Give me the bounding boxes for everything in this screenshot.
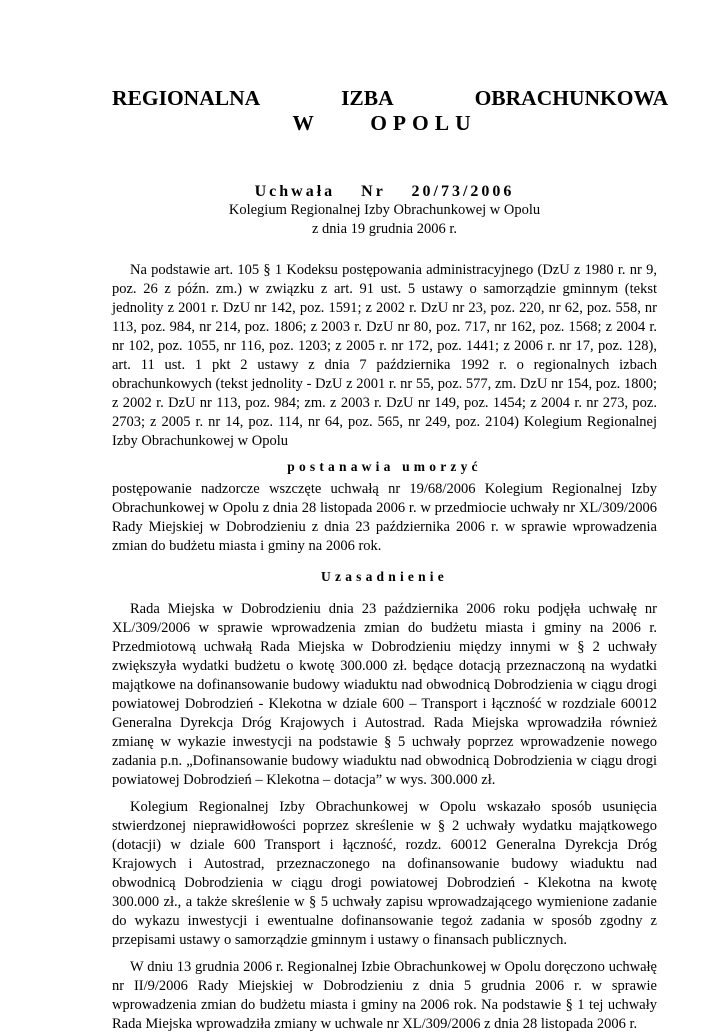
resolution-number: Uchwała Nr 20/73/2006	[254, 183, 515, 200]
institution-name: REGIONALNA IZBA OBRACHUNKOWA	[112, 86, 669, 110]
institution-city: W OPOLU	[292, 111, 477, 135]
decision-paragraph: postępowanie nadzorcze wszczęte uchwałą nr 19/68/2006 Kolegium Regionalnej Izby Obrachunkowej w Opolu z dnia 28 listopada 2006 r. w przedmiocie uchwały nr XL/309/2006 Rady Miejskiej w Dobrodzieniu z dnia 23 października 2006 r. w sprawie wprowadzenia zmian do budżetu miasta i gminy na 2006 rok.	[112, 481, 657, 554]
resolution-title-block	[112, 182, 657, 239]
resolution-issuer: Kolegium Regionalnej Izby Obrachunkowej w Opolu	[228, 202, 541, 218]
justification-paragraph: W dniu 13 grudnia 2006 r. Regionalnej Izbie Obrachunkowej w Opolu doręczono uchwałę nr II/9/2006 Rady Miejskiej w Dobrodzieniu z dnia 5 grudnia 2006 r. w sprawie wprowadzenia zmian do budżetu miasta i gminy na 2006 rok. Na podstawie § 1 tej uchwały Rada Miejska wprowadziła zmiany w uchwale nr XL/309/2006 z dnia 28 listopada 2006 r.	[112, 959, 657, 1032]
justification-paragraph: Rada Miejska w Dobrodzieniu dnia 23 października 2006 roku podjęła uchwałę nr XL/309/2006 w sprawie wprowadzenia zmian do budżetu miasta i gminy na 2006 r. Przedmiotową uchwałą Rada Miejska w Dobrodzieniu między innymi w § 2 uchwały zwiększyła wydatki budżetu o kwotę 300.000 zł. będące dotacją przeznaczoną na wydatki majątkowe na dofinansowanie budowy wiaduktu nad obwodnicą Dobrodzienia w ciągu drogi powiatowej Dobrodzień - Klekotna w dziale 600 – Transport i łączność w rozdziale 60012 Generalna Dyrekcja Dróg Krajowych i Autostrad. Rada Miejska wprowadziła również zmianę w wykazie inwestycji na podstawie § 5 uchwały poprzez wprowadzenie nowego zadania p.n. „Dofinansowanie budowy wiaduktu nad obwodnicą Dobrodzienia w ciągu drogi powiatowej Dobrodzień – Klekotna – dotacja” w wys. 300.000 zł.	[112, 601, 657, 788]
resolution-date: z dnia 19 grudnia 2006 r.	[312, 221, 457, 237]
document-page	[112, 86, 669, 1034]
legal-basis-paragraph: Na podstawie art. 105 § 1 Kodeksu postępowania administracyjnego (DzU z 1980 r. nr 9, poz. 26 z późn. zm.) w związku z art. 91 ust. 5 ustawy o samorządzie gminnym (tekst jednolity z 2001 r. DzU nr 142, poz. 1591; z 2002 r. DzU nr 23, poz. 220, nr 62, poz. 558, nr 113, poz. 984, nr 214, poz. 1806; z 2003 r. DzU nr 80, poz. 717, nr 162, poz. 1568; z 2004 r. nr 102, poz. 1055, nr 116, poz. 1203; z 2005 r. nr 172, poz. 1441; z 2006 r. nr 17, poz. 128), art. 11 ust. 1 pkt 2 ustawy z dnia 7 października 1992 r. o regionalnych izbach obrachunkowych (tekst jednolity - DzU z 2001 r. nr 55, poz. 577, zm. DzU nr 154, poz. 1800; z 2002 r. DzU nr 113, poz. 984; zm. z 2003 r. DzU nr 149, poz. 1454; z 2004 r. nr 273, poz. 2703; z 2005 r. nr 14, poz. 114, nr 64, poz. 565, nr 249, poz. 2104) Kolegium Regionalnej Izby Obrachunkowej w Opolu	[112, 262, 657, 449]
justification-heading: Uzasadnienie	[321, 569, 448, 584]
justification-paragraph: Kolegium Regionalnej Izby Obrachunkowej w Opolu wskazało sposób usunięcia stwierdzonej nieprawidłowości poprzez skreślenie w § 2 uchwały wydatku majątkowego (dotacji) w dziale 600 Transport i łączność, rozdz. 60012 Generalna Dyrekcja Dróg Krajowych i Autostrad, przeznaczonego na dofinansowanie budowy wiaduktu nad obwodnicą Dobrodzienia w ciągu drogi powiatowej Dobrodzień - Klekotna na kwotę 300.000 zł., a także skreślenie w § 5 uchwały zapisu wprowadzającego wymienione zadanie do wykazu inwestycji i ewentualne dofinansowanie tegoż zadania w sposób zgodny z przepisami ustawy o samorządzie gminnym i ustawy o finansach publicznych.	[112, 799, 657, 948]
decision-heading: postanawia umorzyć	[287, 459, 482, 474]
paragraph-spacer	[112, 950, 657, 958]
paragraph-spacer	[112, 790, 657, 798]
